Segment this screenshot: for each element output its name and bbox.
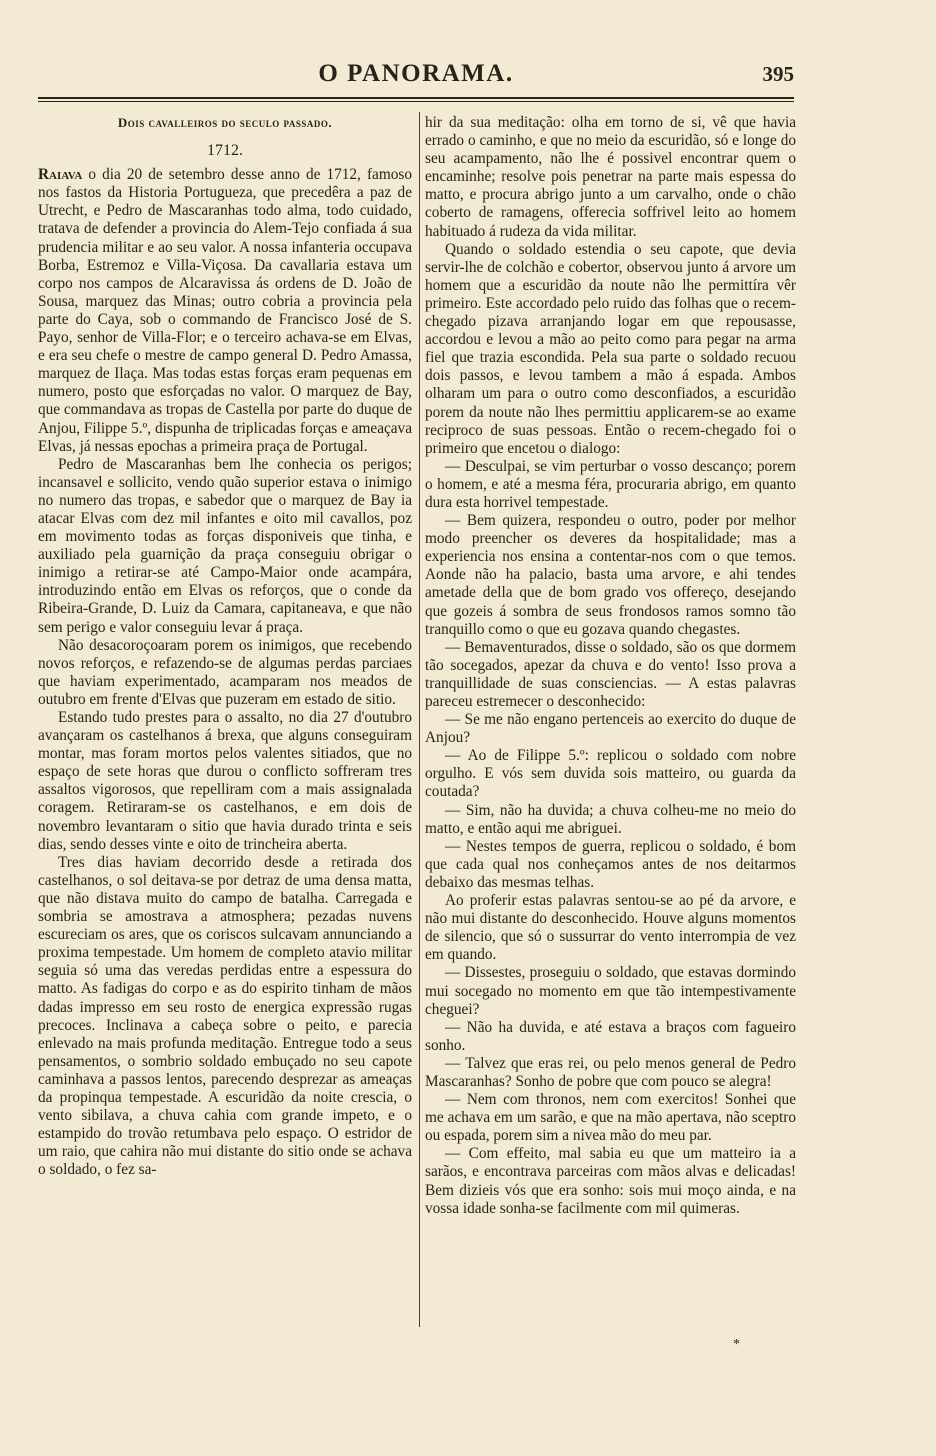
article-title: Dois cavalleiros do seculo passado. bbox=[117, 115, 333, 130]
dialogue-line: — Bemaventurados, disse o soldado, são os que dormem tão socegados, apezar da chuva e do vento! Isso prova a tranquillidade de suas consciencias. — A estas palavras pareceu estremecer o desconhecido: bbox=[425, 638, 796, 710]
page-number: 395 bbox=[762, 62, 794, 86]
dialogue-line: — Nem com thronos, nem com exercitos! Sonhei que me achava em um sarão, e que na mão apertava, não sceptro ou espada, porem sim a nivea mão do meu par. bbox=[425, 1091, 796, 1145]
paragraph: Ao proferir estas palavras sentou-se ao pé da arvore, e não mui distante do desconhecido. Houve alguns momentos de silencio, que só o sussurrar do vento interrompia de vez em quando. bbox=[425, 892, 796, 964]
paragraph: Tres dias haviam decorrido desde a retirada dos castelhanos, o sol deitava-se por detraz de uma densa matta, que não distava muito do campo de batalha. Carregada e sombria se amostrava a atmosphera; pezadas nuvens escureciam os ares, que os coriscos sulcavam annunciando a proxima tempestade. Um homem de completo atavio militar seguia só uma das veredas perdidas entre a espessura do matto. As fadigas do corpo e as do espirito tinham de mãos dadas impresso em seu rosto de energica expressão rugas precoces. Inclinava a cabeça sobre o peito, e parecia enlevado na mais profunda meditação. Entregue todo a seus pensamentos, o sombrio soldado embuçado no seu capote caminhava a passos lentos, parecendo desprezar as ameaças da propinqua tempestade. A escuridão da noite crescia, o vento sibilava, a chuva cahia com grande impeto, e o estampido do trovão retumbava pelo espaço. O estridor de um raio, que cahira não mui distante do sitio onde se achava o soldado, o fez sa- bbox=[38, 853, 412, 1179]
paragraph: hir da sua meditação: olha em torno de si, vê que havia errado o caminho, e que no meio da escuridão, só e longe do seu acampamento, não lhe é possivel encontrar quem o encaminhe; resolve pois penetrar na parte mais espessa do matto, e procura abrigo junto a um carvalho, onde o chão coberto de ramagens, offerecia soffrivel leito ao homem habituado á rudeza da vida militar. bbox=[425, 114, 796, 240]
article-year: 1712. bbox=[207, 142, 243, 160]
journal-title: O PANORAMA. bbox=[318, 60, 514, 87]
dialogue-line: — Sim, não ha duvida; a chuva colheu-me no meio do matto, e então aqui me abriguei. bbox=[425, 801, 796, 837]
paragraph: Quando o soldado estendia o seu capote, que devia servir-lhe de colchão e cobertor, observou junto á arvore um homem que a escuridão da noute não lhe permittíra vêr primeiro. Este accordado pelo ruido das folhas que o recem-chegado pizava arranjando logar em que repousasse, accordou e levou a mão ao peito como para pegar na arma fiel que trazia escondida. Pela sua parte o soldado recuou dois passos, e levou tambem a mão á espada. Ambos olharam um para o outro como desconfiados, a escuridão porem da noute não lhes permittiu applicarem-se ao exame reciproco de suas pessoas. Então o recem-chegado foi o primeiro que encetou o dialogo: bbox=[425, 240, 796, 457]
header-rule bbox=[38, 97, 794, 99]
right-column bbox=[425, 114, 796, 1218]
header-rule-thin bbox=[38, 101, 794, 102]
dialogue-line: — Se me não engano pertenceis ao exercito do duque de Anjou? bbox=[425, 711, 796, 747]
page-header bbox=[38, 58, 794, 98]
dialogue-line: — Ao de Filippe 5.º: replicou o soldado com nobre orgulho. E vós sem duvida sois matteiro, ou guarda da coutada? bbox=[425, 747, 796, 801]
dialogue-line: — Talvez que eras rei, ou pelo menos general de Pedro Mascaranhas? Sonho de pobre que com pouco se alegra! bbox=[425, 1054, 796, 1090]
paragraph: Não desacoroçoaram porem os inimigos, que recebendo novos reforços, e refazendo-se de algumas perdas parciaes que haviam experimentado, acamparam nos meados de outubro em frente d'Elvas que puzeram em estado de sitio. bbox=[38, 636, 412, 708]
dialogue-line: — Desculpai, se vim perturbar o vosso descanço; porem o homem, e até a mesma féra, procuraria abrigo, em quanto dura esta horrivel tempestade. bbox=[425, 457, 796, 511]
dialogue-line: — Bem quizera, respondeu o outro, poder por melhor modo preencher os deveres da hospitalidade; mas a experiencia nos ensina a contentar-nos com o que temos. Aonde não ha palacio, basta uma arvore, e ahi tendes ametade della que de bom grado vos offereço, desejando que gozeis á sombra de seus frondosos ramos somno tão tranquillo como o que eu gozava quando chegastes. bbox=[425, 512, 796, 638]
lead-word: Raiava bbox=[38, 166, 83, 184]
dialogue-line: — Dissestes, proseguiu o soldado, que estavas dormindo mui socegado no momento em que tão intempestivamente cheguei? bbox=[425, 964, 796, 1018]
column-divider bbox=[419, 112, 420, 1327]
end-mark: * bbox=[733, 1337, 740, 1352]
dialogue-line: — Nestes tempos de guerra, replicou o soldado, é bom que cada qual nos conheçamos antes de nos deitarmos debaixo das mesmas telhas. bbox=[425, 837, 796, 891]
dialogue-line: — Com effeito, mal sabia eu que um matteiro ia a sarãos, e encontrava parceiras com mãos alvas e delicadas! Bem dizieis vós que era sonho: sois mui moço ainda, e na vossa idade sonha-se facilmente com mil quimeras. bbox=[425, 1145, 796, 1217]
dialogue-line: — Não ha duvida, e até estava a braços com fagueiro sonho. bbox=[425, 1018, 796, 1054]
paragraph: Raiava o dia 20 de setembro desse anno de 1712, famoso nos fastos da Historia Portugueza, que precedêra a paz de Utrecht, e Pedro de Mascaranhas todo alma, todo cuidado, tratava de defender a provincia do Alem-Tejo confiada á sua prudencia militar e ao seu valor. A nossa infanteria occupava Borba, Estremoz e Villa-Viçosa. Da cavallaria estava um corpo nos campos de Alcaravissa ás ordens de D. João de Sousa, marquez das Minas; outro cobria a provincia pela parte do Caya, sob o commando de Francisco José de S. Payo, senhor de Villa-Flor; e o terceiro achava-se em Elvas, e era seu chefe o mestre de campo general D. Pedro Amassa, marquez de Ilaça. Mas todas estas forças eram pequenas em numero, posto que esforçadas no valor. O marquez de Bay, que commandava as tropas de Castella por parte do duque de Anjou, Filippe 5.º, dispunha de triplicadas forças e ameaçava Elvas, já nessas epochas a primeira praça de Portugal. bbox=[38, 166, 412, 455]
paragraph: Pedro de Mascaranhas bem lhe conhecia os perigos; incansavel e sollicito, vendo quão superior estava o inimigo no numero das tropas, e sabedor que o marquez de Bay ia atacar Elvas com dez mil infantes e oito mil cavallos, poz em movimento todas as forças disponiveis que tinha, e auxiliado pela guarnição da praça conseguiu obrigar o inimigo a retirar-se até Campo-Maior onde acampára, introduzindo então em Elvas os reforços, que o conde da Ribeira-Grande, D. Luiz da Camara, capitaneava, e que não sem perigo e valor conseguiu levar á praça. bbox=[38, 455, 412, 636]
paragraph: Estando tudo prestes para o assalto, no dia 27 d'outubro avançaram os castelhanos á brexa, que alguns conseguiram montar, mas foram mortos pelos valentes sitiados, que no espaço de sete horas que durou o conflicto soffreram tres assaltos vigorosos, que repelliram com a mais assignalada coragem. Retiraram-se os castelhanos, e em dois de novembro levantaram o sitio que havia durado trinta e seis dias, sendo desses vinte e oito de trincheira aberta. bbox=[38, 709, 412, 853]
left-column bbox=[38, 114, 412, 1179]
